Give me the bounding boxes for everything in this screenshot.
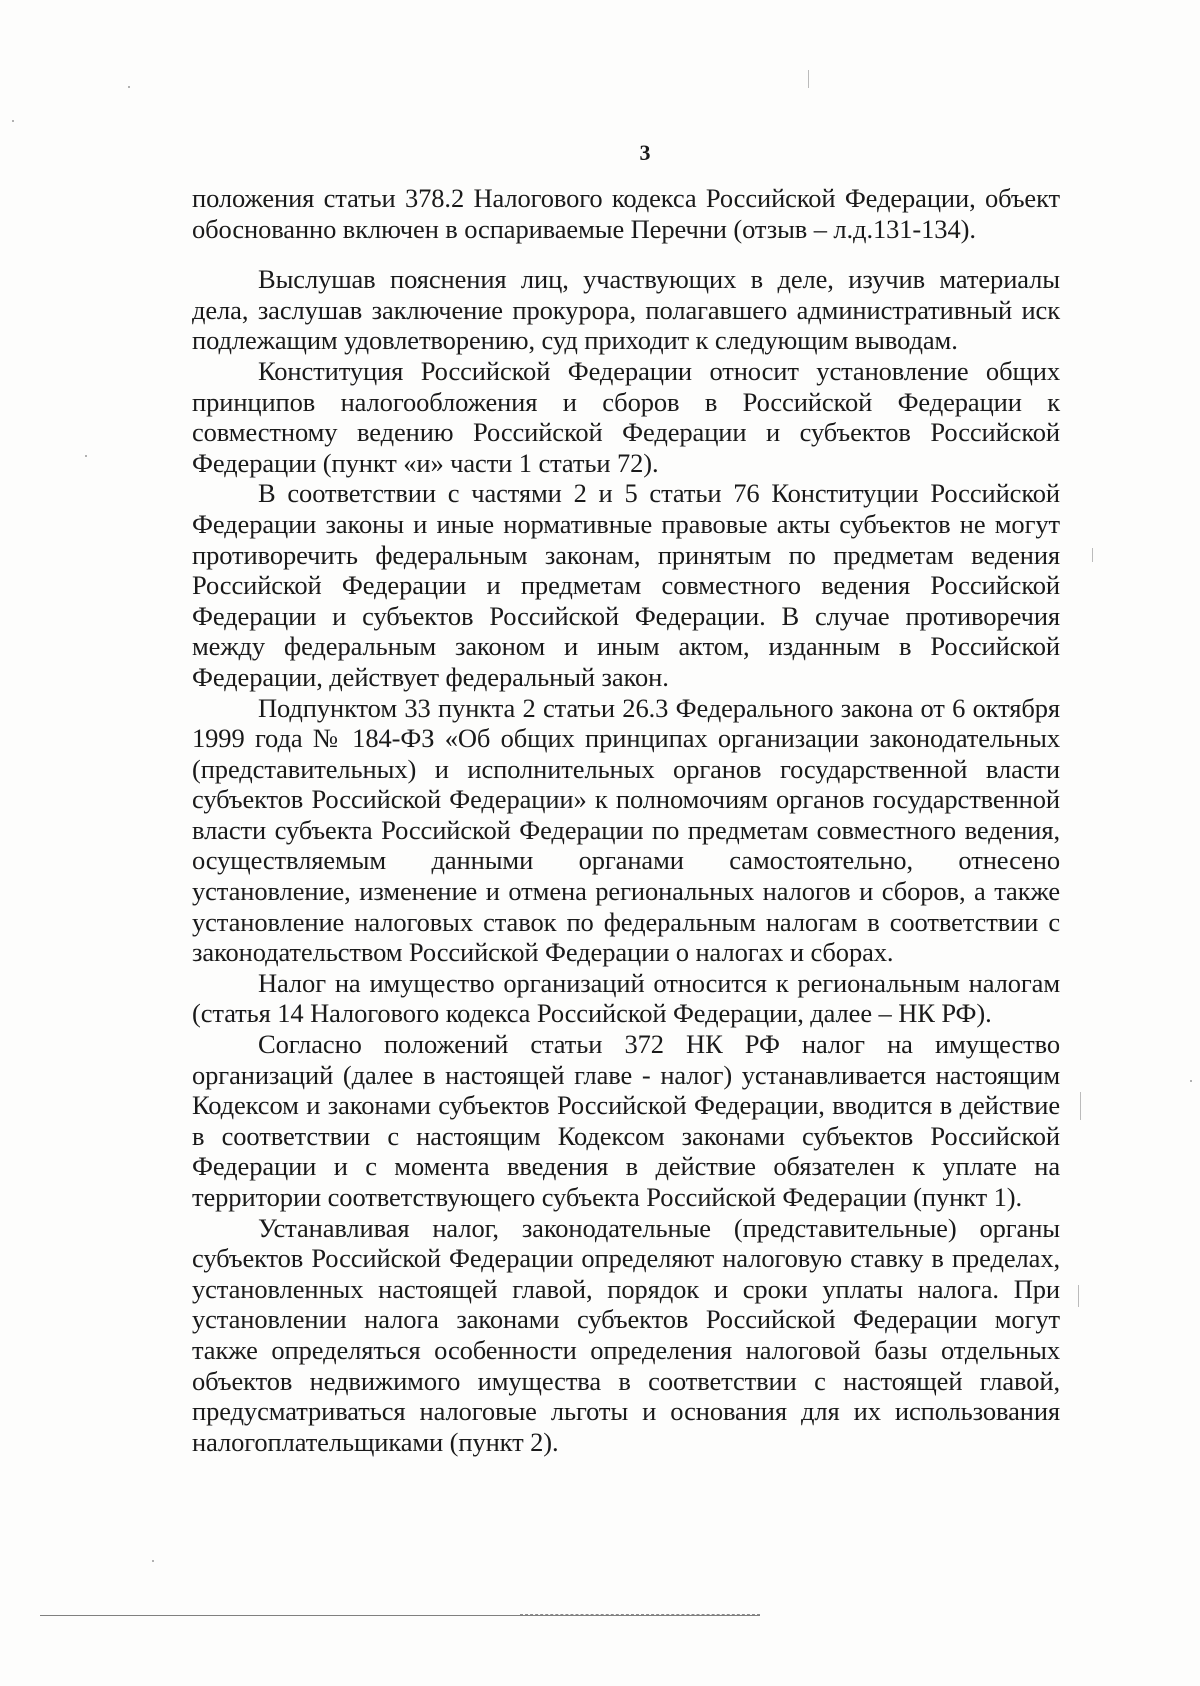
scan-edge-mark [1078,1285,1079,1307]
paragraph: Согласно положений статьи 372 НК РФ налог на имущество организаций (далее в настоящей главе - налог) устанавливается настоящим Кодексом и законами субъектов Российской Федерации, вводится в действие в соответствии с настоящим Кодексом законами субъектов Российской Федерации и с момента введения в действие обязателен к уплате на территории соответствующего субъекта Российской Федерации (пункт 1). [192,1029,1060,1212]
scan-edge-mark [1092,548,1093,562]
scan-edge-mark [808,70,809,88]
scan-speck [1190,1080,1192,1082]
scan-speck [85,455,87,457]
paragraph: Подпунктом 33 пункта 2 статьи 26.3 Федерального закона от 6 октября 1999 года № 184-ФЗ «Об общих принципах организации законодательных (представительных) и исполнительных органов государственной власти субъектов Российской Федерации» к полномочиям органов государственной власти субъекта Российской Федерации по предметам совместного ведения, осуществляемым данными органами самостоятельно, отнесено установление, изменение и отмена региональных налогов и сборов, а также установление налоговых ставок по федеральным налогам в соответствии с законодательством Российской Федерации о налогах и сборах. [192,692,1060,968]
scan-artifact-dashed-line [520,1614,760,1615]
paragraph: положения статьи 378.2 Налогового кодекса Российской Федерации, объект обоснованно включен в оспариваемые Перечни (отзыв – л.д.131-134). [192,183,1060,244]
document-body [192,183,1060,1457]
paragraph: Налог на имущество организаций относится к региональным налогам (статья 14 Налогового кодекса Российской Федерации, далее – НК РФ). [192,967,1060,1029]
scan-artifact-line [40,1615,760,1616]
scan-speck [128,86,130,88]
paragraph: Устанавливая налог, законодательные (представительные) органы субъектов Российской Федерации определяют налоговую ставку в пределах, установленных настоящей главой, порядок и сроки уплаты налога. При установлении налога законами субъектов Российской Федерации могут также определяться особенности определения налоговой базы отдельных объектов недвижимого имущества в соответствии с настоящей главой, предусматриваться налоговые льготы и основания для их использования налогоплательщиками (пункт 2). [192,1212,1060,1457]
scan-speck [152,1560,154,1562]
page-number: 3 [639,140,651,165]
paragraph: Выслушав пояснения лиц, участвующих в деле, изучив материалы дела, заслушав заключение прокурора, полагавшего административный иск подлежащим удовлетворению, суд приходит к следующим выводам. [192,264,1060,356]
scan-edge-mark [1080,1092,1081,1120]
scan-speck [12,120,14,122]
paragraph: В соответствии с частями 2 и 5 статьи 76 Конституции Российской Федерации законы и иные нормативные правовые акты субъектов не могут противоречить федеральным законам, принятым по предметам ведения Российской Федерации и предметам совместного ведения Российской Федерации и субъектов Российской Федерации. В случае противоречия между федеральным законом и иным актом, изданным в Российской Федерации, действует федеральный закон. [192,478,1060,692]
paragraph: Конституция Российской Федерации относит установление общих принципов налогообложения и сборов в Российской Федерации к совместному ведению Российской Федерации и субъектов Российской Федерации (пункт «и» части 1 статьи 72). [192,355,1060,478]
